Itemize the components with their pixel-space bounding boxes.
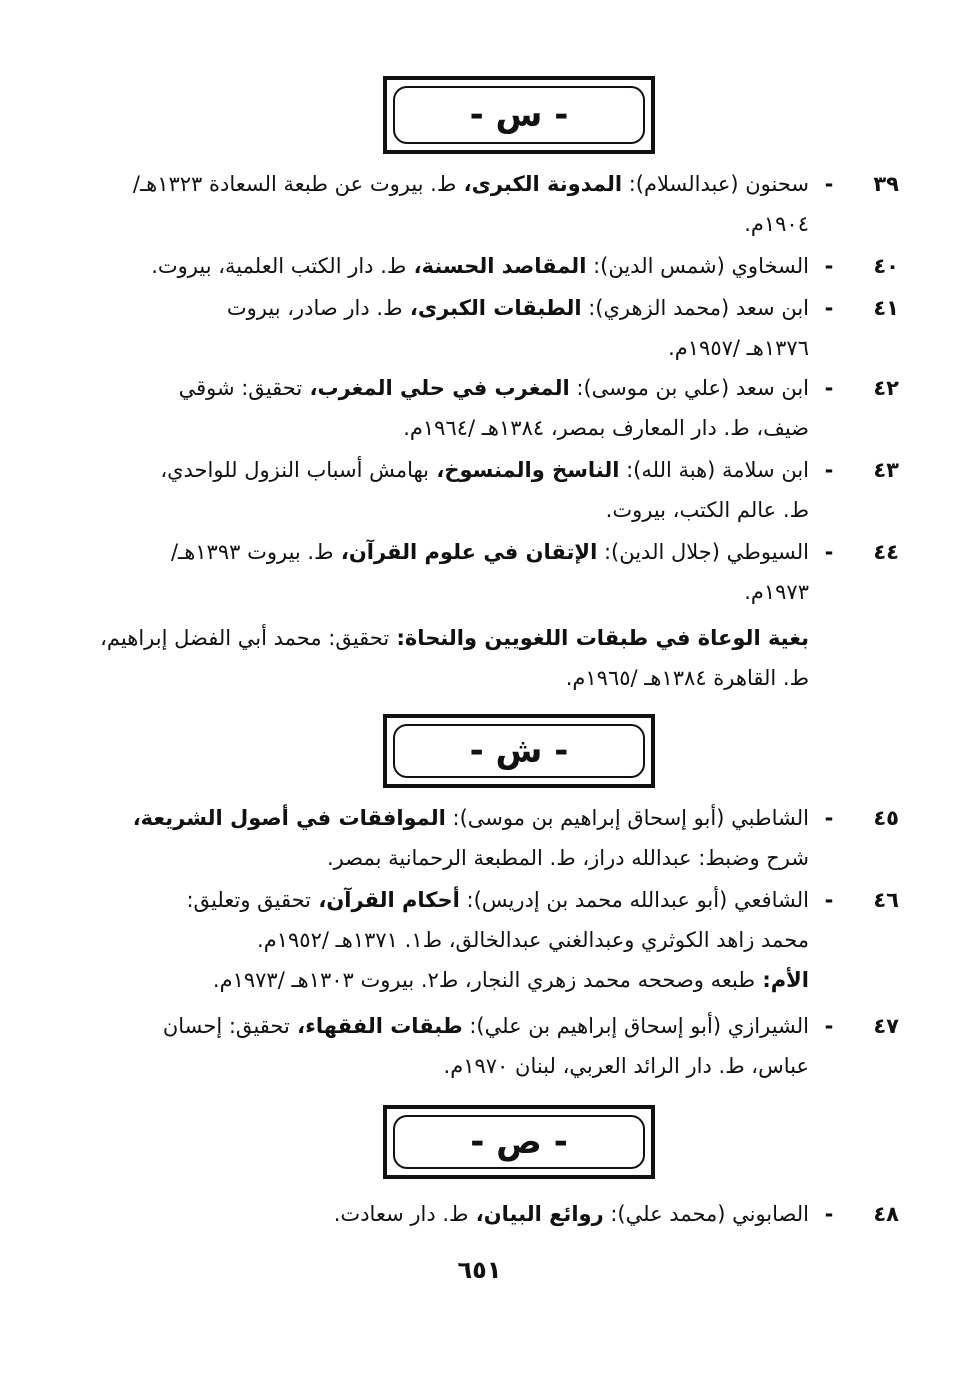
book-title: طبقات الفقهاء، <box>289 1014 463 1038</box>
entry-line: ١٩٠٤م. <box>744 212 809 236</box>
author: الشافعي (أبو عبدالله محمد بن إدريس): <box>459 888 809 912</box>
entry-46 <box>140 880 899 1000</box>
entry-dash: - <box>824 540 834 564</box>
entry-number: ٤٣ <box>873 458 899 482</box>
author: ابن سلامة (هبة الله): <box>619 458 809 482</box>
book-title: بغية الوعاة في طبقات اللغويين والنحاة: <box>389 626 809 650</box>
entry-dash: - <box>824 806 834 830</box>
entry-line <box>132 798 809 838</box>
book-title: الإتقان في علوم القرآن، <box>333 540 598 564</box>
author: السخاوي (شمس الدين): <box>586 254 809 278</box>
entry-text <box>140 246 809 286</box>
entry-number: ٤٢ <box>873 376 899 400</box>
author: السيوطي (جلال الدين): <box>597 540 809 564</box>
entry-dash: - <box>824 1014 834 1038</box>
entry-line <box>140 368 809 408</box>
book-title: الموافقات في أصول الشريعة، <box>132 806 446 830</box>
publication-info: ط. دار الكتب العلمية، بيروت. <box>151 254 407 278</box>
publication-info: ط. دار سعادت. <box>333 1202 469 1226</box>
entry-line <box>140 450 809 490</box>
entry-48 <box>140 1194 899 1234</box>
entry-text <box>140 368 809 448</box>
entry-45 <box>132 798 899 878</box>
section-heading-shin <box>383 714 655 788</box>
entry-dash: - <box>824 458 834 482</box>
publication-info: تحقيق: شوقي <box>178 376 303 400</box>
publication-info: تحقيق: إحسان <box>162 1014 290 1038</box>
entry-text <box>140 1006 809 1086</box>
author: ابن سعد (علي بن موسى): <box>569 376 809 400</box>
entry-number: ٤٦ <box>873 888 899 912</box>
section-heading-shin-label: - ش - <box>393 724 645 778</box>
entry-line: شرح وضبط: عبدالله دراز، ط. المطبعة الرحمانية بمصر. <box>326 846 809 870</box>
entry-line <box>140 960 809 1000</box>
entry-text <box>140 288 809 368</box>
section-heading-sad <box>383 1105 655 1179</box>
author: الشيرازي (أبو إسحاق إبراهيم بن علي): <box>462 1014 809 1038</box>
entry-number: ٤٥ <box>873 806 899 830</box>
entry-43 <box>140 450 899 530</box>
author: الشاطبي (أبو إسحاق إبراهيم بن موسى): <box>445 806 809 830</box>
entry-line <box>140 288 809 328</box>
entry-line <box>140 880 809 920</box>
entry-number: ٤٠ <box>873 254 899 278</box>
entry-text <box>132 164 809 244</box>
entry-line <box>132 164 809 204</box>
entry-line: ط. عالم الكتب، بيروت. <box>605 498 809 522</box>
book-title: أحكام القرآن، <box>311 888 460 912</box>
book-title: الأم: <box>755 968 809 992</box>
entry-number: ٤٧ <box>873 1014 899 1038</box>
entry-text <box>100 532 809 698</box>
section-heading-sin-label: - س - <box>393 86 645 144</box>
entry-47 <box>140 1006 899 1086</box>
entry-line: ١٣٧٦هـ /١٩٥٧م. <box>668 336 809 360</box>
entry-line: ١٩٧٣م. <box>744 580 809 604</box>
book-title: الطبقات الكبرى، <box>402 296 582 320</box>
book-title: المقاصد الحسنة، <box>406 254 587 278</box>
entry-dash: - <box>824 172 834 196</box>
publication-info: ط. بيروت عن طبعة السعادة ١٣٢٣هـ/ <box>132 172 457 196</box>
entry-44 <box>100 532 899 698</box>
entry-number: ٤١ <box>873 296 899 320</box>
entry-line: ضيف، ط. دار المعارف بمصر، ١٣٨٤هـ /١٩٦٤م. <box>403 416 809 440</box>
publication-info: ط. بيروت ١٣٩٣هـ/ <box>170 540 334 564</box>
publication-info: تحقيق: محمد أبي الفضل إبراهيم، <box>100 626 390 650</box>
author: ابن سعد (محمد الزهري): <box>581 296 809 320</box>
entry-dash: - <box>824 376 834 400</box>
entry-line <box>100 618 809 658</box>
section-heading-sin <box>383 76 655 154</box>
publication-info: بهامش أسباب النزول للواحدي، <box>160 458 430 482</box>
entry-42 <box>140 368 899 448</box>
entry-line <box>140 1006 809 1046</box>
entry-dash: - <box>824 254 834 278</box>
publication-info: طبعه وصححه محمد زهري النجار، ط٢. بيروت ١٣٠٣هـ /١٩٧٣م. <box>212 968 756 992</box>
entry-line <box>140 1194 809 1234</box>
entry-line: عباس، ط. دار الرائد العربي، لبنان ١٩٧٠م. <box>443 1054 809 1078</box>
entry-number: ٤٨ <box>873 1202 899 1226</box>
entry-number: ٤٤ <box>873 540 899 564</box>
entry-text <box>140 880 809 1000</box>
entry-line <box>140 532 809 572</box>
author: سحنون (عبدالسلام): <box>622 172 809 196</box>
entry-41 <box>140 288 899 368</box>
publication-info: تحقيق وتعليق: <box>186 888 312 912</box>
entry-line <box>140 246 809 286</box>
entry-39 <box>132 164 899 244</box>
entry-number: ٣٩ <box>873 172 899 196</box>
book-title: الناسخ والمنسوخ، <box>429 458 620 482</box>
entry-40 <box>140 246 899 286</box>
entry-text <box>140 1194 809 1234</box>
book-title: المدونة الكبرى، <box>456 172 623 196</box>
entry-dash: - <box>824 296 834 320</box>
author: الصابوني (محمد علي): <box>603 1202 809 1226</box>
entry-line: ط. القاهرة ١٣٨٤هـ /١٩٦٥م. <box>565 666 809 690</box>
publication-info: ط. دار صادر، بيروت <box>226 296 403 320</box>
entry-dash: - <box>824 888 834 912</box>
entry-text <box>132 798 809 878</box>
section-heading-sad-label: - ص - <box>393 1115 645 1169</box>
page-number: ٦٥١ <box>457 1256 502 1284</box>
book-title: المغرب في حلي المغرب، <box>302 376 570 400</box>
entry-text <box>140 450 809 530</box>
book-title: روائع البيان، <box>468 1202 604 1226</box>
entry-dash: - <box>824 1202 834 1226</box>
entry-line: محمد زاهد الكوثري وعبدالغني عبدالخالق، ط١. ١٣٧١هـ /١٩٥٢م. <box>257 928 809 952</box>
